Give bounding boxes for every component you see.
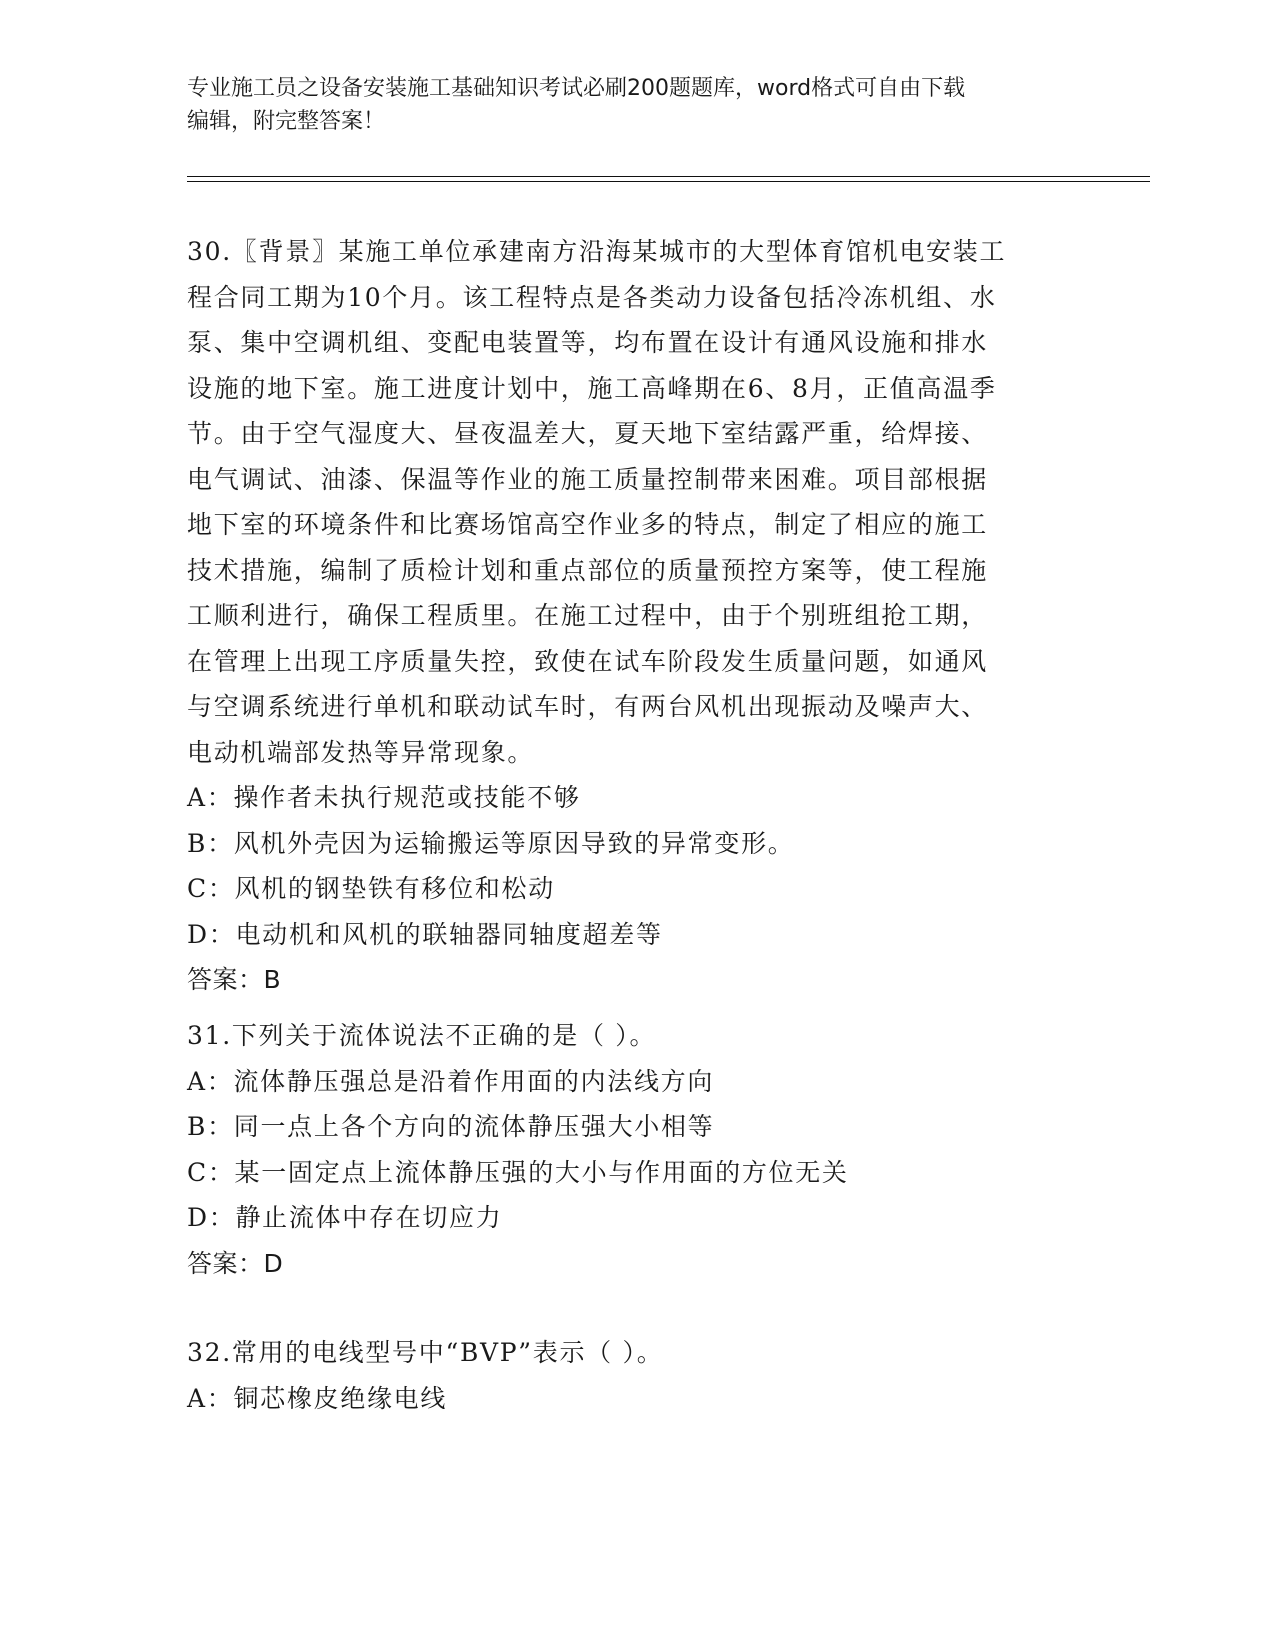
header-rule-top	[187, 176, 1150, 177]
option-a: A：铜芯橡皮绝缘电线	[187, 1383, 448, 1413]
header-line-2: 编辑，附完整答案！	[187, 109, 386, 134]
option-a: A：流体静压强总是沿着作用面的内法线方向	[187, 1066, 715, 1096]
question-31-stem: 31.下列关于流体说法不正确的是（ ）。	[187, 1021, 657, 1050]
option-d: D：静止流体中存在切应力	[187, 1203, 503, 1232]
option-a: A：操作者未执行规范或技能不够	[187, 783, 581, 812]
stem-line: 电动机端部发热等异常现象。	[187, 737, 535, 767]
stem-line: 电气调试、油漆、保温等作业的施工质量控制带来困难。项目部根据	[187, 464, 989, 494]
option-c: C：风机的钢垫铁有移位和松动	[187, 874, 555, 903]
stem-line: 30.〖背景〗某施工单位承建南方沿海某城市的大型体育馆机电安装工	[187, 237, 1007, 266]
stem-line: 节。由于空气湿度大、昼夜温差大，夏天地下室结露严重，给焊接、	[187, 419, 989, 448]
question-30	[187, 229, 1087, 1003]
stem-line: 地下室的环境条件和比赛场馆高空作业多的特点，制定了相应的施工	[187, 510, 989, 539]
answer-label: 答案：D	[187, 1248, 284, 1278]
header-line-1: 专业施工员之设备安装施工基础知识考试必刷200题题库，word格式可自由下载	[187, 76, 966, 101]
question-30-stem	[187, 229, 1087, 775]
stem-line: 与空调系统进行单机和联动试车时，有两台风机出现振动及噪声大、	[187, 692, 989, 721]
answer-label: 答案：B	[187, 965, 282, 994]
question-31	[187, 1013, 1087, 1286]
stem-line: 泵、集中空调机组、变配电装置等，均布置在设计有通风设施和排水	[187, 328, 989, 357]
stem-line: 在管理上出现工序质量失控，致使在试车阶段发生质量问题，如通风	[187, 646, 989, 676]
stem-line: 技术措施，编制了质检计划和重点部位的质量预控方案等，使工程施	[187, 555, 989, 585]
option-c: C：某一固定点上流体静压强的大小与作用面的方位无关	[187, 1157, 849, 1187]
stem-line: 设施的地下室。施工进度计划中，施工高峰期在6、8月，正值高温季	[187, 373, 997, 403]
option-b: B：风机外壳因为运输搬运等原因导致的异常变形。	[187, 828, 795, 858]
stem-line: 程合同工期为10个月。该工程特点是各类动力设备包括冷冻机组、水	[187, 282, 997, 312]
stem-line: 工顺利进行，确保工程质里。在施工过程中，由于个别班组抢工期，	[187, 601, 989, 630]
header-rule-bottom	[187, 181, 1150, 182]
question-32-stem: 32.常用的电线型号中“BVP”表示（ ）。	[187, 1338, 664, 1367]
question-32	[187, 1330, 1087, 1421]
document-header	[187, 72, 1067, 138]
option-b: B：同一点上各个方向的流体静压强大小相等	[187, 1112, 715, 1141]
option-d: D：电动机和风机的联轴器同轴度超差等	[187, 919, 663, 949]
